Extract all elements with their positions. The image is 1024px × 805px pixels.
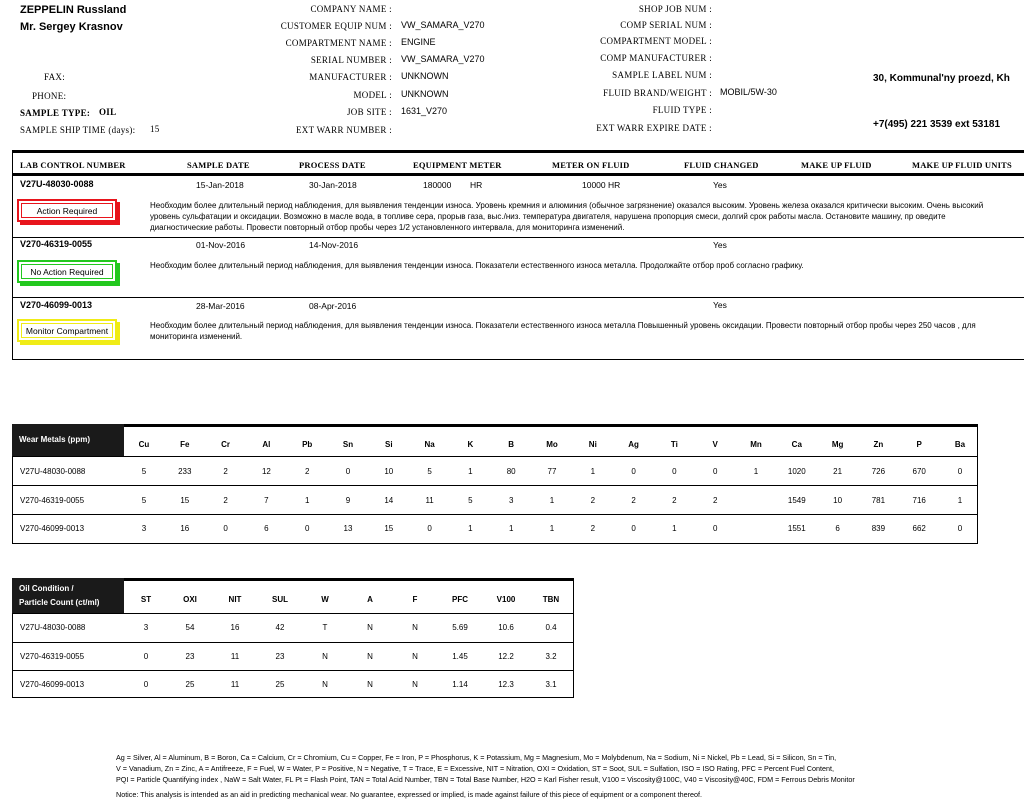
legend-line-3: PQI = Particle Quantifying index , NaW = Salt Water, FL Pt = Flash Point, TAN = Total Acid Number, TBN = Total Base Number, H2O = Karl Fisher result, V100 = Viscosity@100C, V40 = Viscosity@40C, FDM = Ferrous Debris Monitor — [116, 775, 855, 784]
table-cell: 0.4 — [545, 623, 557, 632]
sample-type-value: OIL — [99, 107, 117, 117]
field-value: UNKNOWN — [401, 71, 449, 81]
table-cell: 1 — [468, 524, 473, 533]
process-date: 08-Apr-2016 — [309, 301, 357, 311]
wear-metal-col-header: Zn — [873, 440, 884, 449]
table-cell: 3 — [141, 524, 147, 533]
status-badge-action-required — [17, 199, 117, 222]
oil-condition-col-header: SUL — [272, 595, 288, 604]
field-label: FLUID TYPE : — [652, 105, 712, 115]
table-cell: 5 — [427, 467, 432, 476]
field-label: MANUFACTURER : — [309, 72, 392, 82]
wear-metal-col-header: Si — [385, 440, 393, 449]
oil-condition-col-header: PFC — [452, 595, 468, 604]
col-sample-date: SAMPLE DATE — [187, 160, 250, 170]
field-label: SAMPLE LABEL NUM : — [612, 70, 712, 80]
table-cell: 12.3 — [498, 680, 514, 689]
table-cell: 7 — [264, 496, 269, 505]
oil-condition-col-header: A — [367, 595, 373, 604]
table-cell: 1 — [590, 467, 596, 476]
table-cell: 3 — [143, 623, 149, 632]
oil-condition-header-block — [12, 578, 124, 613]
table-cell: 5 — [468, 496, 473, 505]
table-cell: 3.1 — [545, 680, 557, 689]
status-badge-monitor-compartment — [17, 319, 117, 342]
wear-metal-col-header: Ti — [670, 440, 678, 449]
col-make-up-fluid: MAKE UP FLUID — [801, 160, 872, 170]
oil-condition-col-header: ST — [140, 595, 152, 604]
table-cell: 23 — [275, 652, 285, 661]
table-cell: 1 — [753, 467, 759, 476]
particle-count-title: Particle Count (ct/ml) — [19, 598, 100, 607]
status-text: Action Required — [36, 205, 98, 216]
table-row-id: V270-46319-0055 — [20, 652, 85, 661]
sample-lab-number: V27U-48030-0088 — [20, 179, 94, 189]
table-row-id: V270-46099-0013 — [20, 680, 85, 689]
table-row-id: V27U-48030-0088 — [20, 623, 86, 632]
table-cell: 25 — [185, 680, 195, 689]
wear-metal-col-header: Sn — [342, 440, 354, 449]
equipment-meter-unit: HR — [470, 180, 483, 190]
table-cell: 0 — [631, 524, 636, 533]
oil-condition-col-header: V100 — [496, 595, 516, 604]
row-divider — [12, 359, 1024, 360]
table-cell: 15 — [180, 496, 190, 505]
wear-metal-col-header: K — [467, 440, 474, 449]
table-cell: 3 — [508, 496, 514, 505]
table-cell: 839 — [871, 524, 886, 533]
sample-lab-number: V270-46319-0055 — [20, 239, 93, 249]
table-cell: 25 — [275, 680, 285, 689]
sample-lab-number: V270-46099-0013 — [20, 300, 93, 310]
table-cell: 11 — [230, 680, 240, 689]
table-row-id: V270-46319-0055 — [20, 496, 85, 505]
field-label: COMP SERIAL NUM : — [620, 20, 712, 30]
table-cell: 21 — [833, 467, 843, 476]
field-label: SERIAL NUMBER : — [310, 55, 392, 65]
sample-date: 15-Jan-2018 — [196, 180, 244, 190]
wear-metal-col-header: Cr — [221, 440, 231, 449]
status-text: Monitor Compartment — [25, 325, 109, 336]
table-row-divider — [12, 613, 574, 614]
fluid-changed: Yes — [713, 180, 727, 190]
table-cell: 0 — [712, 524, 718, 533]
table-cell: 10 — [384, 467, 394, 476]
wear-metal-col-header: Ca — [791, 440, 802, 449]
table-cell: 16 — [230, 623, 240, 632]
ship-time-label: SAMPLE SHIP TIME (days): — [20, 125, 136, 135]
table-cell: 2 — [712, 496, 718, 505]
wear-metal-col-header: Ba — [954, 440, 966, 449]
table-cell: N — [412, 652, 418, 661]
table-cell: 0 — [957, 524, 963, 533]
table-cell: 5 — [141, 467, 147, 476]
table-cell: 1 — [549, 524, 555, 533]
table-cell: 670 — [912, 467, 926, 476]
table-cell: 0 — [304, 524, 310, 533]
ship-time-value: 15 — [150, 124, 160, 134]
field-label: COMP MANUFACTURER : — [600, 53, 712, 63]
table-cell: 0 — [672, 467, 677, 476]
table-cell: 14 — [384, 496, 394, 505]
table-cell: 9 — [345, 496, 351, 505]
field-label: COMPARTMENT MODEL : — [600, 36, 712, 46]
table-row-id: V27U-48030-0088 — [20, 467, 86, 476]
wear-metal-col-header: Cu — [138, 440, 150, 449]
wear-metal-col-header: Mn — [750, 440, 762, 449]
wear-metal-col-header: P — [916, 440, 922, 449]
field-value: VW_SAMARA_V270 — [401, 54, 485, 64]
wear-metals-top-bar — [124, 424, 978, 427]
table-cell: 54 — [185, 623, 195, 632]
table-cell: 1 — [468, 467, 473, 476]
sample-date: 28-Mar-2016 — [196, 301, 245, 311]
wear-metal-col-header: Fe — [180, 440, 190, 449]
table-cell: 0 — [631, 467, 636, 476]
table-cell: 716 — [912, 496, 926, 505]
field-value: 1631_V270 — [401, 106, 448, 116]
table-cell: 1 — [672, 524, 677, 533]
table-cell: 11 — [425, 496, 434, 505]
process-date: 14-Nov-2016 — [309, 240, 359, 250]
table-cell: 233 — [178, 467, 192, 476]
table-row-id: V270-46099-0013 — [20, 524, 85, 533]
table-cell: 13 — [343, 524, 353, 533]
table-row-divider — [12, 642, 574, 643]
meter-on-fluid: 10000 HR — [582, 180, 621, 190]
table-cell: 0 — [143, 652, 149, 661]
wear-metal-col-header: B — [508, 440, 515, 449]
col-fluid-changed: FLUID CHANGED — [684, 160, 759, 170]
table-cell: N — [367, 623, 373, 632]
table-cell: 1 — [549, 496, 555, 505]
table-cell: 1.45 — [452, 652, 468, 661]
field-value: VW_SAMARA_V270 — [401, 20, 485, 30]
wear-metal-col-header: Na — [424, 440, 435, 449]
sample-comment: Необходим более длительный период наблюдения, для выявления тенденции износа. Показатели естественного износа металла Повышенный уровень оксидации. Провести повторный отбор пробы через 250 часов , для мониторинга изменений. — [150, 321, 976, 341]
table-cell: 2 — [672, 496, 677, 505]
table-cell: 662 — [912, 524, 926, 533]
fluid-changed: Yes — [713, 240, 727, 250]
address: 30, Kommunal'ny proezd, Kh — [873, 73, 1010, 84]
table-cell: 1020 — [787, 467, 806, 476]
field-label: MODEL : — [353, 90, 392, 100]
table-cell: 2 — [590, 524, 596, 533]
row-divider — [12, 237, 1024, 238]
section-divider — [12, 150, 1024, 153]
table-cell: N — [367, 680, 373, 689]
table-cell: 12.2 — [498, 652, 514, 661]
table-row-divider — [12, 456, 978, 457]
legend-line-1: Ag = Silver, Al = Aluminum, B = Boron, Ca = Calcium, Cr = Chromium, Cu = Copper, Fe = Iron, P = Phosphorus, K = Potassium, Mg = Magnesium, Mo = Molybdenum, Na = Sodium, Ni = Nickel, Pb = Lead, Si = Silicon, Sn = Tin, — [116, 753, 837, 762]
phone-label: PHONE: — [32, 91, 67, 101]
table-cell: 0 — [427, 524, 432, 533]
sample-comment: Необходим более длительный период наблюдения, для выявления тенденции износа. Уровень кремния и алюминия (обычное загрязнение) оказался высоким. Уровень железа оказался критически высоким. Очень высокий уровень сульфатации и оксидации. Возможно в масле вода, в топливе сера, прорыв газа, выс./низ. температура двигателя, нарушена пропорция смеси, долгий срок работы масла. Остановите машину, пр оведите диагностические работы. Провести повторный отбор пробы через 1/2 установленного интервала, для мониторинга изменений. — [150, 201, 984, 232]
table-cell: 6 — [835, 524, 840, 533]
sample-type-label: SAMPLE TYPE: — [20, 108, 91, 118]
notice: Notice: This analysis is intended as an aid in predicting mechanical wear. No guarantee, expressed or implied, is made against failure of this piece of equipment or a component thereof. — [116, 790, 702, 799]
table-cell: 1549 — [787, 496, 806, 505]
table-cell: 0 — [223, 524, 228, 533]
wear-metal-col-header: V — [712, 440, 718, 449]
table-cell: 1 — [304, 496, 310, 505]
table-cell: 80 — [506, 467, 516, 476]
equipment-meter: 180000 — [423, 180, 452, 190]
table-cell: 2 — [590, 496, 596, 505]
table-cell: 10.6 — [498, 623, 514, 632]
table-row-divider — [12, 670, 574, 671]
col-equipment-meter: EQUIPMENT METER — [413, 160, 502, 170]
table-cell: 16 — [180, 524, 190, 533]
oil-condition-col-header: OXI — [183, 595, 197, 604]
table-cell: 12 — [261, 467, 271, 476]
table-cell: 781 — [871, 496, 886, 505]
col-meter-on-fluid: METER ON FLUID — [552, 160, 630, 170]
wear-metals-header-block — [12, 424, 124, 456]
col-lab-control: LAB CONTROL NUMBER — [20, 160, 126, 170]
oil-condition-col-header: F — [412, 595, 418, 604]
field-value: UNKNOWN — [401, 89, 449, 99]
table-cell: 23 — [185, 652, 195, 661]
table-cell: 1 — [508, 524, 514, 533]
field-value: MOBIL/5W-30 — [720, 87, 777, 97]
table-row-divider — [12, 485, 978, 486]
process-date: 30-Jan-2018 — [309, 180, 357, 190]
table-cell: N — [322, 680, 328, 689]
oil-condition-title: Oil Condition / — [19, 584, 74, 593]
wear-metals-title: Wear Metals (ppm) — [19, 435, 90, 444]
oil-condition-col-header: TBN — [542, 595, 560, 604]
company-name: ZEPPELIN Russland — [20, 4, 127, 16]
status-badge-no-action-required — [17, 260, 117, 283]
table-cell: N — [367, 652, 373, 661]
col-process-date: PROCESS DATE — [299, 160, 366, 170]
table-cell: 0 — [143, 680, 149, 689]
table-cell: N — [412, 623, 418, 632]
field-label: EXT WARR NUMBER : — [295, 125, 392, 135]
fax-label: FAX: — [44, 72, 66, 82]
table-cell: 1 — [957, 496, 963, 505]
wear-metal-col-header: Al — [262, 440, 271, 449]
contact-name: Mr. Sergey Krasnov — [20, 21, 123, 33]
table-cell: 0 — [957, 467, 963, 476]
table-cell: 15 — [384, 524, 394, 533]
table-cell: 2 — [631, 496, 636, 505]
sample-comment: Необходим более длительный период наблюдения, для выявления тенденции износа. Показатели естественного износа металла. Продолжайте отбор проб согласно графику. — [150, 261, 804, 270]
legend-line-2: V = Vanadium, Zn = Zinc, A = Antifreeze, F = Fuel, W = Water, P = Positive, N = Negative, T = Trace, E = Excessive, NIT = Nitration, OXI = Oxidation, ST = Soot, SUL = Sulfation, ISO = ISO Rating, PFC = Percent Fuel Content, — [116, 764, 834, 773]
wear-metal-col-header: Mo — [546, 440, 558, 449]
table-cell: N — [412, 680, 418, 689]
wear-metal-col-header: Mg — [831, 440, 844, 449]
field-label: JOB SITE : — [346, 107, 392, 117]
status-text: No Action Required — [30, 266, 104, 277]
table-cell: 42 — [275, 623, 285, 632]
wear-metal-col-header: Pb — [302, 440, 313, 449]
field-label: CUSTOMER EQUIP NUM : — [280, 21, 392, 31]
field-value: ENGINE — [401, 37, 436, 47]
header-divider — [12, 173, 1024, 176]
table-cell: 6 — [264, 524, 269, 533]
field-label: FLUID BRAND/WEIGHT : — [603, 88, 712, 98]
sample-date: 01-Nov-2016 — [196, 240, 246, 250]
table-cell: 2 — [304, 467, 310, 476]
table-cell: 726 — [871, 467, 886, 476]
field-label: COMPANY NAME : — [310, 4, 392, 14]
table-cell: 10 — [833, 496, 843, 505]
table-row-divider — [12, 514, 978, 515]
left-frame-line — [12, 150, 13, 360]
table-cell: 2 — [223, 467, 228, 476]
col-make-up-fluid-units: MAKE UP FLUID UNITS — [912, 160, 1012, 170]
phone-number: +7(495) 221 3539 ext 53181 — [873, 119, 1001, 130]
table-cell: 11 — [230, 652, 240, 661]
table-cell: 77 — [547, 467, 557, 476]
oil-condition-col-header: NIT — [228, 595, 242, 604]
table-cell: 1.14 — [452, 680, 468, 689]
table-cell: 2 — [223, 496, 228, 505]
table-cell: N — [322, 652, 328, 661]
table-cell: 0 — [345, 467, 351, 476]
table-cell: 5.69 — [452, 623, 468, 632]
table-cell: T — [322, 623, 328, 632]
table-cell: 3.2 — [545, 652, 557, 661]
field-label: EXT WARR EXPIRE DATE : — [596, 123, 712, 133]
oil-condition-col-header: W — [321, 595, 329, 604]
table-cell: 0 — [712, 467, 718, 476]
field-label: SHOP JOB NUM : — [638, 4, 712, 14]
oil-condition-top-bar — [124, 578, 574, 581]
wear-metal-col-header: Ag — [628, 440, 639, 449]
fluid-changed: Yes — [713, 300, 727, 310]
table-cell: 1551 — [787, 524, 806, 533]
field-label: COMPARTMENT NAME : — [285, 38, 392, 48]
row-divider — [12, 297, 1024, 298]
table-cell: 5 — [141, 496, 147, 505]
wear-metal-col-header: Ni — [588, 440, 597, 449]
